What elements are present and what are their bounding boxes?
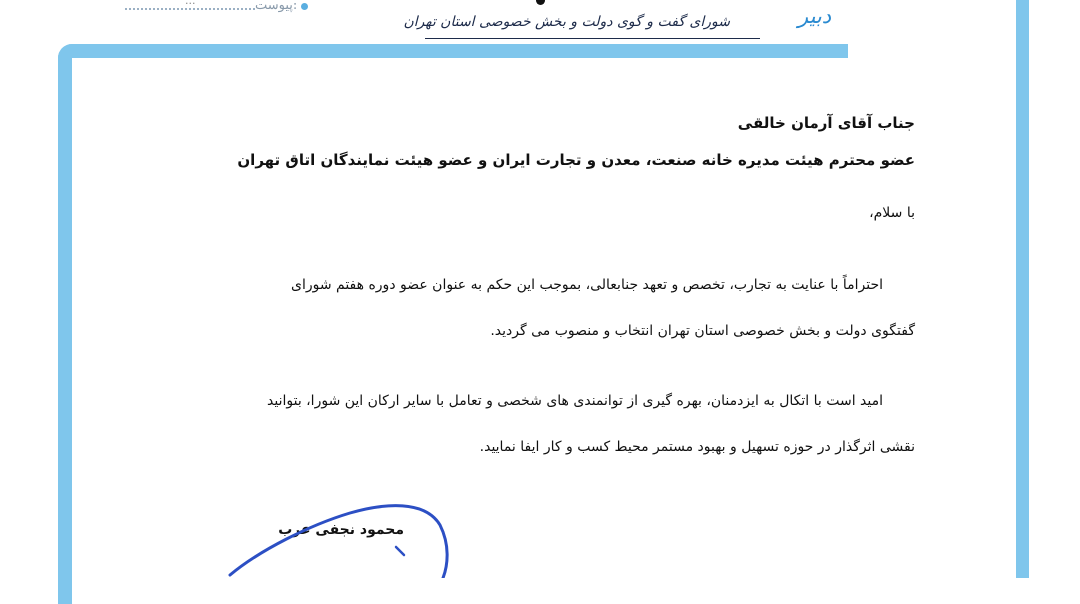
paragraph-line: گفتگوی دولت و بخش خصوصی استان تهران انتخاب و منصوب می گردید. bbox=[490, 323, 915, 339]
paragraph-appointment bbox=[140, 262, 915, 354]
handwritten-signature bbox=[200, 495, 460, 578]
recipient-name: جناب آقای آرمان خالقی bbox=[737, 114, 915, 132]
attachment-label: پیوست: bbox=[255, 0, 298, 13]
paragraph-line: احتراماً با عنایت به تجارب، تخصص و تعهد جنابعالی، بموجب این حکم به عنوان عضو دوره هفتم شورای bbox=[290, 277, 883, 293]
greeting: با سلام، bbox=[869, 205, 915, 221]
letterhead-frame-left bbox=[58, 44, 72, 604]
council-underline bbox=[425, 38, 760, 39]
top-mark: ... bbox=[185, 0, 196, 7]
secretary-label: دبیر bbox=[798, 4, 832, 28]
paragraph-hope bbox=[140, 378, 915, 470]
letterhead-frame-top bbox=[58, 44, 848, 58]
signer-name: محمود نجفی عرب bbox=[278, 522, 404, 538]
paragraph-line: امید است با اتکال به ایزدمنان، بهره گیری از توانمندی های شخصی و تعامل با سایر ارکان این شورا، بتوانید bbox=[267, 393, 883, 409]
letterhead-frame-right bbox=[1016, 0, 1029, 578]
blue-dot-icon bbox=[301, 3, 308, 10]
council-name: شورای گفت و گوی دولت و بخش خصوصی استان تهران bbox=[403, 14, 730, 30]
black-dot-icon bbox=[536, 0, 545, 5]
recipient-title: عضو محترم هیئت مدیره خانه صنعت، معدن و تجارت ایران و عضو هیئت نمایندگان اتاق تهران bbox=[237, 151, 915, 169]
paragraph-line: نقشی اثرگذار در حوزه تسهیل و بهبود مستمر محیط کسب و کار ایفا نمایید. bbox=[479, 439, 915, 455]
dotted-line bbox=[125, 8, 255, 10]
